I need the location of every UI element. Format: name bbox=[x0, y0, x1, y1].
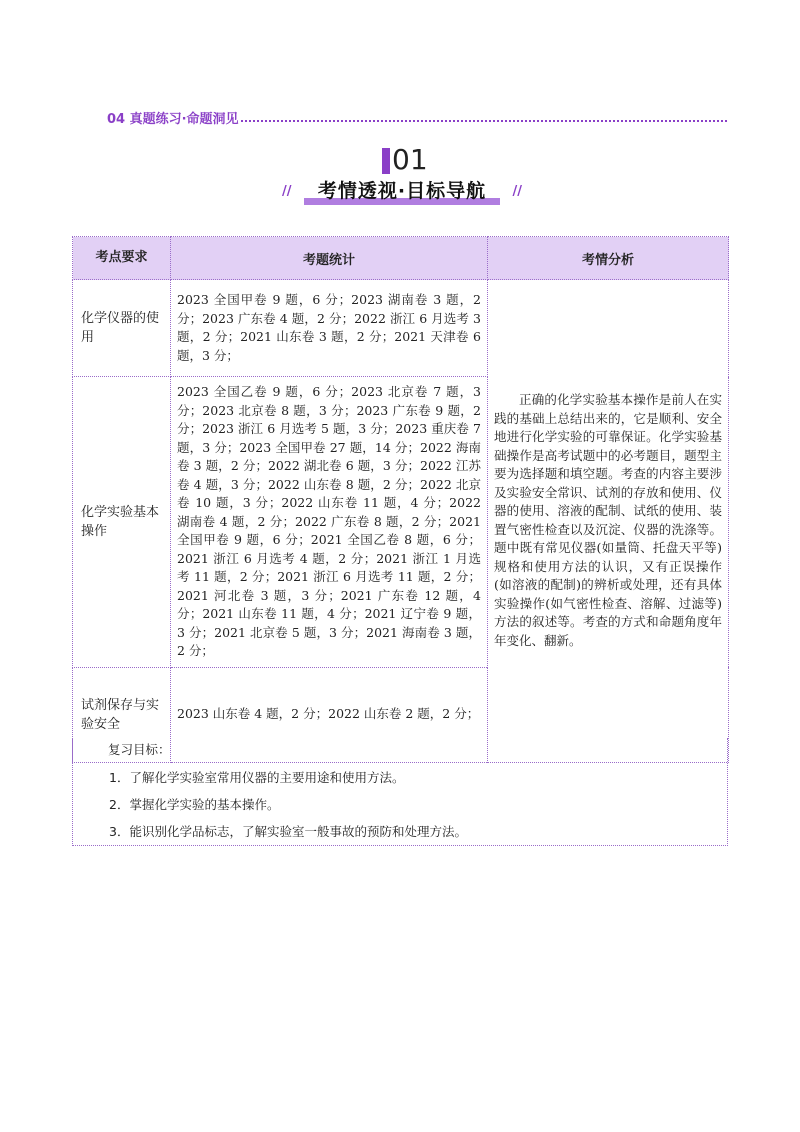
topic-cell: 化学仪器的使用 bbox=[73, 280, 171, 377]
goal-item: 1．了解化学实验室常用仪器的主要用途和使用方法。 bbox=[109, 770, 405, 785]
section-number-text: 01 bbox=[392, 143, 428, 176]
analysis-cell: 正确的化学实验基本操作是前人在实践的基础上总结出来的，它是顺利、安全地进行化学实验的可靠保证。化学实验基础操作是高考试题中的必考题目，题型主要为选择题和填空题。考查的内容主要涉及实验安全常识、试剂的存放和使用、仪器的使用、溶液的配制、试纸的使用、装置气密性检查以及沉淀、仪器的洗涤等。题中既有常见仪器(如量筒、托盘天平等)规格和使用方法的认识，又有正误操作(如溶液的配制)的辨析或处理，还有具体实验操作(如气密性检查、溶解、过滤等)方法的叙述等。考查的方式和命题角度年年变化、翻新。 bbox=[488, 280, 729, 763]
header-point: 考点要求 bbox=[73, 237, 171, 280]
stats-cell: 2023 全国乙卷 9 题，6 分；2023 北京卷 7 题，3 分；2023 北京卷 8 题，3 分；2023 广东卷 9 题，2 分；2023 浙江 6 月选考 5 题，3 分；2023 重庆卷 7 题，3 分；2023 全国甲卷 27 题，14 分；2022 海南卷 3 题，2 分；2022 湖北卷 6 题，3 分；2022 江苏卷 4 题，3 分；2022 山东卷 8 题，2 分；2022 北京卷 10 题，3 分；2022 山东卷 11 题，4 分；2022 湖南卷 4 题，2 分；2022 广东卷 8 题，2 分；2021 全国甲卷 9 题，6 分；2021 全国乙卷 8 题，6 分；2021 浙江 6 月选考 4 题，2 分；2021 浙江 1 月选考 11 题，2 分；2021 浙江 6 月选考 11 题，2 分；2021 河北卷 3 题，3 分；2021 广东卷 12 题，4 分；2021 山东卷 11 题，4 分；2021 辽宁卷 9 题，3 分；2021 北京卷 5 题，3 分；2021 海南卷 3 题，2 分； bbox=[171, 377, 488, 668]
section-number-bar bbox=[382, 148, 390, 174]
topic-cell: 试剂保存与实验安全 bbox=[73, 667, 171, 762]
table-header-row bbox=[73, 237, 729, 280]
header-label: 04 真题练习·命题洞见 bbox=[107, 111, 239, 127]
running-header bbox=[107, 108, 727, 126]
goals-title: 复习目标： bbox=[108, 742, 171, 757]
table-row bbox=[73, 280, 729, 377]
header-analysis: 考情分析 bbox=[488, 237, 729, 280]
title-slash-right: // bbox=[512, 184, 522, 199]
topic-cell: 化学实验基本操作 bbox=[73, 377, 171, 668]
title-slash-left: // bbox=[282, 184, 292, 199]
header-dotted-rule bbox=[241, 112, 727, 122]
goal-item: 2．掌握化学实验的基本操作。 bbox=[109, 797, 280, 812]
header-stats: 考题统计 bbox=[171, 237, 488, 280]
exam-table bbox=[72, 236, 729, 763]
section-title bbox=[282, 178, 522, 208]
stats-cell: 2023 全国甲卷 9 题，6 分；2023 湖南卷 3 题，2 分；2023 广东卷 4 题，2 分；2022 浙江 6 月选考 3 题，2 分；2021 山东卷 3 题，2 分；2021 天津卷 6 题，3 分； bbox=[171, 280, 488, 377]
section-number bbox=[382, 144, 432, 176]
goal-item: 3．能识别化学品标志，了解实验室一般事故的预防和处理方法。 bbox=[109, 824, 467, 839]
section-title-text: 考情透视·目标导航 bbox=[317, 180, 487, 202]
stats-cell: 2023 山东卷 4 题，2 分；2022 山东卷 2 题，2 分； bbox=[171, 667, 488, 762]
review-goals bbox=[72, 738, 728, 846]
